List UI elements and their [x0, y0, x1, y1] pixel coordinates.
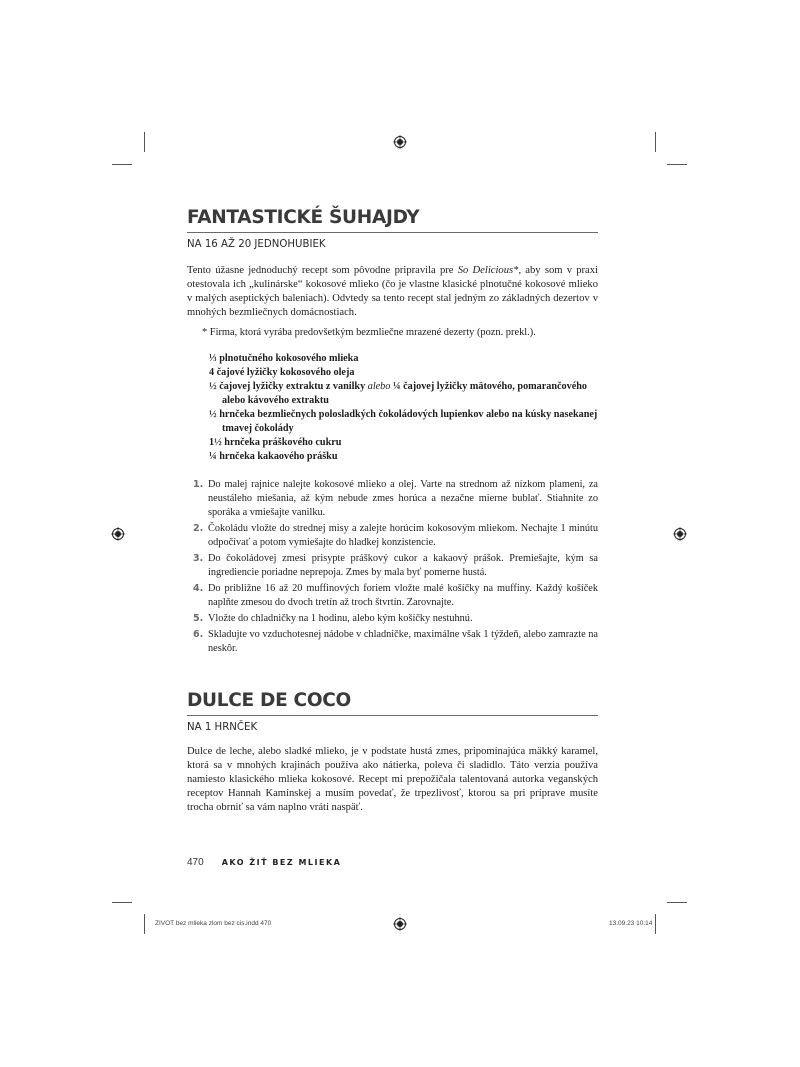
recipe-title: FANTASTICKÉ ŠUHAJDY: [187, 207, 420, 228]
slug-file: ZIVOT bez mlieka zlom bez cis.indd 470: [155, 920, 272, 927]
recipe-yield: NA 1 HRNČEK: [187, 722, 258, 733]
slug-timestamp: 13.09.23 10:14: [609, 920, 653, 927]
step: 2. Čokoládu vložte do strednej misy a zalejte horúcim kokosovým mliekom. Nechajte 1 minútu odpočívať a potom vymiešajte do hladkej konzistencie.: [193, 523, 598, 548]
step: 5. Vložte do chladničky na 1 hodinu, alebo kým košíčky nestuhnú.: [193, 613, 473, 624]
brand-name: So Delicious*: [457, 265, 519, 276]
footnote: * Firma, ktorá vyrába predovšetkým bezmliečne mrazené dezerty (pozn. prekl.).: [202, 327, 536, 338]
recipe-2-header: [187, 690, 598, 734]
ingredient: 1½ hrnčeka práškového cukru: [209, 437, 342, 448]
running-footer: [187, 857, 341, 868]
recipe-yield: NA 16 AŽ 20 JEDNOHUBIEK: [187, 239, 326, 250]
step: 6. Skladujte vo vzduchotesnej nádobe v chladničke, maximálne však 1 týždeň, alebo zamrazte na neskôr.: [193, 629, 598, 654]
crop-mark: [655, 132, 656, 152]
ingredient: ⅓ plnotučného kokosového mlieka: [209, 353, 359, 364]
recipe-title: DULCE DE COCO: [187, 690, 351, 711]
crop-mark: [112, 902, 132, 903]
recipe-intro: Dulce de leche, alebo sladké mlieko, je v podstate hustá zmes, pripomínajúca mäkký karamel, ktorá sa v mnohých krajinách používa ako nátierka, poleva či sladidlo. Táto verzia používa namiesto klasického mlieka kokosové. Recept mi prepožičala talentovaná autorka veganských receptov Hannah Kamínskej a musím povedať, že trpezlivosť, ktorou sa pri príprave musíte trocha obrniť sa vám naplno vráti naspäť.: [187, 746, 598, 814]
ingredient: ½ čajovej lyžičky extraktu z vanilky alebo ¼ čajovej lyžičky mätového, pomarančového alebo kávového extraktu: [209, 381, 588, 406]
step-number: 1.: [193, 479, 204, 490]
step: 4. Do približne 16 až 20 muffinových foriem vložte malé košíčky na muffiny. Každý košíček naplňte zmesou do dvoch tretín až troch štvrtín. Zarovnajte.: [193, 583, 598, 608]
step: 3. Do čokoládovej zmesi prisypte práškový cukor a kakaový prášok. Premiešajte, kým sa ingrediencie poriadne neprepoja. Zmes by mala byť pomerne hustá.: [193, 553, 598, 578]
ingredient: ¼ hrnčeka kakaového prášku: [209, 451, 338, 462]
ingredients-list: [187, 352, 598, 464]
registration-mark-icon: [111, 527, 125, 541]
crop-mark: [112, 164, 132, 165]
page-number: 470: [187, 857, 204, 868]
recipe-1-header: [187, 207, 598, 251]
recipe-intro: Tento úžasne jednoduchý recept som pôvodne pripravila pre So Delicious*, aby som v praxi otestovala ich „kulinárske“ kokosové mlieko (čo je vlastne klasické plnotučné kokosové mlieko v malých aseptických baleniach). Odvtedy sa tento recept stal jedným zo základných dezertov v mnohých bezmliečnych domácnostiach.: [187, 265, 598, 319]
step: 1. Do malej rajnice nalejte kokosové mlieko a olej. Varte na strednom až nízkom plameni, za neustáleho miešania, až kým nebude zmes horúca a nezačne mierne bublať. Stiahnite zo sporáka a vmiešajte vanilku.: [193, 479, 598, 518]
registration-mark-icon: [393, 135, 407, 149]
crop-mark: [144, 132, 145, 152]
ingredient: 4 čajové lyžičky kokosového oleja: [209, 367, 355, 378]
book-title: AKO ŽIŤ BEZ MLIEKA: [221, 858, 342, 867]
step-number: 4.: [193, 583, 204, 594]
crop-mark: [667, 902, 687, 903]
crop-mark: [144, 914, 145, 934]
step-number: 3.: [193, 553, 204, 564]
title-rule: [187, 232, 598, 233]
step-number: 6.: [193, 629, 204, 640]
step-number: 5.: [193, 613, 204, 624]
title-rule: [187, 715, 598, 716]
crop-mark: [655, 914, 656, 934]
registration-mark-icon: [393, 917, 407, 931]
steps-list: [187, 478, 598, 658]
crop-mark: [667, 164, 687, 165]
step-number: 2.: [193, 523, 204, 534]
ingredient: ½ hrnčeka bezmliečnych polosladkých čokoládových lupienkov alebo na kúsky nasekanej tmavej čokolády: [209, 409, 598, 434]
registration-mark-icon: [673, 527, 687, 541]
